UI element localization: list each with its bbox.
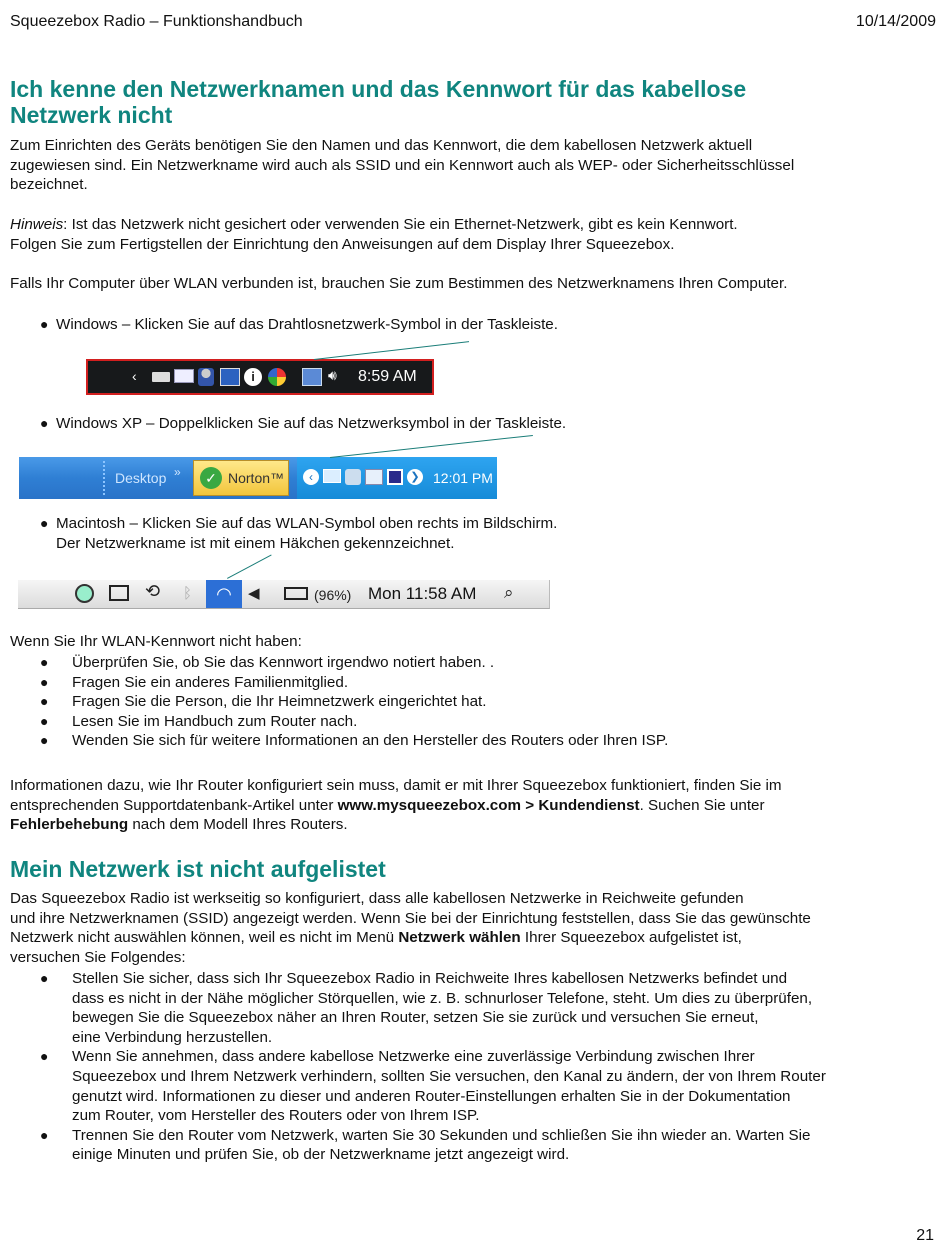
list-item (40, 1126, 920, 1165)
info-text: . Suchen Sie unter (639, 796, 765, 814)
paragraph-line: und ihre Netzwerknamen (SSID) angezeigt werden. Wenn Sie bei der Einrichtung feststellen, dass Sie das gewünschte (10, 909, 811, 927)
bullet-dot: ● (40, 673, 49, 690)
network-icon[interactable] (302, 368, 322, 386)
list-item-text: Fragen Sie die Person, die Ihr Heimnetzwerk eingerichtet hat. (72, 693, 487, 711)
vista-taskbar-image (86, 359, 434, 395)
clock-time: 12:01 PM (433, 470, 493, 486)
clock-time: 8:59 AM (358, 368, 417, 385)
intro-paragraph (10, 136, 930, 195)
norton-button[interactable] (193, 460, 289, 496)
intro-line: Zum Einrichten des Geräts benötigen Sie den Namen und das Kennwort, die dem kabellosen Netzwerk aktuell (10, 137, 753, 154)
battery-icon (284, 587, 308, 600)
document-date: 10/14/2009 (855, 13, 936, 30)
bullet-dot: ● (40, 970, 49, 986)
document-title: Squeezebox Radio – Funktionshandbuch (10, 13, 303, 30)
info-line (10, 796, 930, 816)
bullet-dot: ● (40, 654, 49, 670)
sync-icon (75, 584, 94, 603)
note-line: Folgen Sie zum Fertigstellen der Einrichtung den Anweisungen auf dem Display Ihrer Squeezebox. (10, 235, 675, 253)
battery-percent: (96%) (314, 587, 352, 603)
display-icon (109, 585, 129, 601)
info-line: Informationen dazu, wie Ihr Router konfiguriert sein muss, damit er mit Ihrer Squeezebox funktioniert, finden Sie im (10, 777, 782, 794)
paragraph-line: Das Squeezebox Radio ist werkseitig so konfiguriert, dass alle kabellosen Netzwerke in Reichweite gefunden (10, 890, 744, 907)
chevron-right-icon: » (174, 465, 181, 479)
list-item-text: Fragen Sie ein anderes Familienmitglied. (72, 673, 349, 691)
volume-icon[interactable]: 🔊︎ (328, 367, 337, 383)
time-machine-icon: ⟲ (145, 581, 161, 601)
list-item-text: Überprüfen Sie, ob Sie das Kennwort irgendwo notiert haben. . (72, 654, 495, 671)
bullet-dot: ● (40, 316, 49, 332)
bullet-dot: ● (40, 693, 49, 710)
bullet-dot: ● (40, 515, 49, 531)
norton-label: Norton™ (228, 470, 285, 486)
os-item-text: Windows XP – Doppelklicken Sie auf das Netzwerksymbol in der Taskleiste. (56, 415, 567, 432)
system-tray (297, 457, 497, 499)
no-password-list (40, 653, 920, 751)
list-item-line: eine Verbindung herzustellen. (72, 1028, 273, 1046)
os-item-text: Der Netzwerkname ist mit einem Häkchen gekennzeichnet. (56, 535, 455, 552)
troubleshooting-list (40, 969, 920, 1165)
network-icon[interactable] (323, 469, 341, 483)
no-password-intro: Wenn Sie Ihr WLAN-Kennwort nicht haben: (10, 633, 302, 650)
mac-menubar-image (18, 580, 550, 609)
wifi-icon[interactable]: ◠ (206, 580, 242, 608)
mail-icon (174, 369, 194, 383)
bullet-dot: ● (40, 1126, 49, 1143)
bullet-dot: ● (40, 732, 49, 749)
paragraph-line (10, 928, 930, 948)
paragraph-text: Ihrer Squeezebox aufgelistet ist, (520, 929, 742, 947)
list-item-line: Trennen Sie den Router vom Netzwerk, warten Sie 30 Sekunden und schließen Sie ihn wieder an. Warten Sie (72, 1126, 811, 1144)
bullet-dot: ● (40, 415, 49, 431)
list-item (40, 712, 920, 732)
spotlight-search-icon[interactable]: ⌕ (504, 583, 514, 602)
callout-line (314, 341, 469, 360)
checkmark-icon: ✓ (200, 467, 222, 489)
list-item-text: Wenden Sie sich für weitere Informationen an den Hersteller des Routers oder Ihren ISP. (72, 732, 669, 750)
info-text: entsprechenden Supportdatenbank-Artikel unter (10, 796, 338, 814)
divider (103, 461, 105, 495)
list-item-line: Squeezebox und Ihrem Netzwerk verhindern, sollten Sie versuchen, den Kanal zu ändern, der von Ihrem Router (72, 1067, 826, 1085)
info-text: nach dem Modell Ihres Routers. (128, 816, 348, 834)
router-info-paragraph (10, 776, 930, 835)
support-link[interactable]: www.mysqueezebox.com > Kundendienst (337, 796, 640, 814)
section-heading-1-line2: Netzwerk nicht (10, 102, 173, 128)
info-line (10, 815, 930, 835)
note-line (10, 215, 930, 235)
os-item-text: Windows – Klicken Sie auf das Drahtlosnetzwerk-Symbol in der Taskleiste. (56, 316, 558, 333)
menu-name: Netzwerk wählen (398, 929, 521, 947)
paragraph-text: Netzwerk nicht auswählen können, weil es nicht im Menü (10, 929, 399, 947)
tray-icon (387, 469, 403, 485)
list-item-line: Wenn Sie annehmen, dass andere kabellose Netzwerke eine zuverlässige Verbindung zwischen Ihrer (72, 1048, 755, 1066)
paragraph-line: versuchen Sie Folgendes: (10, 948, 186, 966)
monitor-icon (220, 368, 240, 386)
page-number: 21 (916, 1227, 934, 1245)
list-item-line: zum Router, vom Hersteller des Routers oder von Ihrem ISP. (72, 1107, 480, 1125)
list-item (40, 1047, 920, 1125)
list-item (40, 969, 920, 1047)
desktop-label: Desktop (115, 470, 167, 486)
monitor-icon (365, 469, 383, 485)
chevron-left-icon: ‹ (132, 368, 137, 384)
list-item-line: einige Minuten und prüfen Sie, ob der Netzwerkname jetzt angezeigt wird. (72, 1146, 570, 1164)
tray-icon (345, 469, 361, 485)
section-heading-1 (10, 76, 746, 128)
network-not-listed-paragraph (10, 889, 930, 967)
list-item (40, 731, 920, 751)
list-item (40, 692, 920, 712)
bullet-dot: ● (40, 712, 49, 729)
usb-icon (152, 372, 170, 382)
list-item-line: dass es nicht in der Nähe möglicher Störquellen, wie z. B. schnurloser Telefone, steht. Um dies zu überprüfen, (72, 989, 813, 1007)
bullet-dot: ● (40, 1048, 49, 1065)
tray-icon: ❯ (407, 469, 423, 485)
intro-line: zugewiesen sind. Ein Netzwerkname wird auch als SSID und ein Kennwort auch als WEP- oder Sicherheitsschlüssel (10, 156, 795, 174)
callout-line (227, 555, 272, 580)
volume-icon[interactable]: ◀ (248, 585, 260, 602)
intro-line: bezeichnet. (10, 176, 88, 194)
list-item-text: Lesen Sie im Handbuch zum Router nach. (72, 712, 358, 730)
list-item-line: bewegen Sie die Squeezebox näher an Ihren Router, setzen Sie sie zurück und versuchen Sie erneut, (72, 1009, 759, 1027)
note-paragraph (10, 215, 930, 254)
section-heading-2: Mein Netzwerk ist nicht aufgelistet (10, 856, 386, 882)
list-item-line: genutzt wird. Informationen zu dieser und anderen Router-Einstellungen erhalten Sie in der Dokumentation (72, 1087, 791, 1105)
info-icon: i (244, 368, 262, 386)
list-item (40, 673, 920, 693)
clock-time: Mon 11:58 AM (368, 584, 477, 603)
troubleshooting-term: Fehlerbehebung (10, 816, 129, 834)
callout-line (330, 435, 533, 458)
note-label: Hinweis (10, 216, 64, 233)
bluetooth-icon: ᛒ (183, 585, 193, 602)
xp-taskbar-image (19, 457, 497, 499)
wlan-intro: Falls Ihr Computer über WLAN verbunden ist, brauchen Sie zum Bestimmen des Netzwerknamens Ihren Computer. (10, 275, 788, 292)
os-item-text: Macintosh – Klicken Sie auf das WLAN-Symbol oben rechts im Bildschirm. (56, 515, 558, 532)
security-icon (268, 368, 286, 386)
section-heading-1-line1: Ich kenne den Netzwerknamen und das Kennwort für das kabellose (10, 76, 747, 102)
note-text: : Ist das Netzwerk nicht gesichert oder verwenden Sie ein Ethernet-Netzwerk, gibt es kein Kennwort. (63, 216, 738, 233)
list-item-line: Stellen Sie sicher, dass sich Ihr Squeezebox Radio in Reichweite Ihres kabellosen Netzwerks befindet und (72, 970, 788, 987)
chevron-left-icon[interactable]: ‹ (303, 469, 319, 485)
list-item (40, 653, 920, 673)
user-icon (198, 368, 214, 386)
